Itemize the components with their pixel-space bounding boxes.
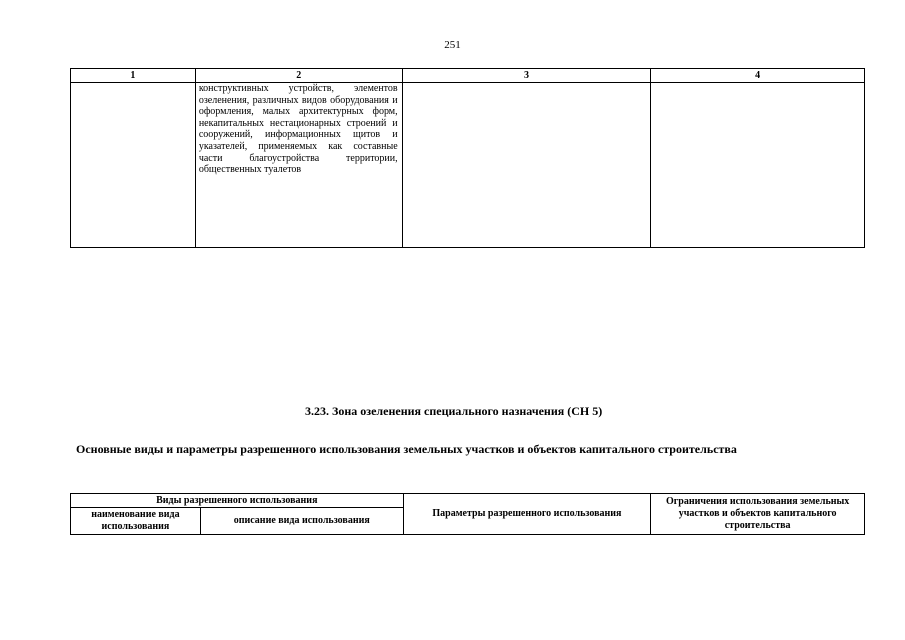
page-number: 251 <box>444 39 461 51</box>
table-row <box>71 83 865 248</box>
continuation-table <box>70 68 865 248</box>
zone-header-table <box>70 493 865 535</box>
header-use-name: наименование вида использования <box>71 508 201 535</box>
column-header-2: 2 <box>195 69 402 83</box>
column-header-4: 4 <box>651 69 865 83</box>
section-subtitle: Основные виды и параметры разрешенного использования земельных участков и объектов капитального строительства <box>76 442 737 456</box>
header-restrictions: Ограничения использования земельных участков и объектов капитального строительства <box>651 494 865 535</box>
table-header-row <box>71 69 865 83</box>
header-row-1 <box>71 494 865 508</box>
column-header-1: 1 <box>71 69 196 83</box>
row-cell-2: конструктивных устройств, элементов озеленения, различных видов оборудования и оформления, малых архитектурных форм, некапитальных нестационарных строений и сооружений, информационных щитов и указателей, применяемых как составные части благоустройства территории, общественных туалетов <box>195 83 402 248</box>
row-cell-1 <box>71 83 196 248</box>
section-title: 3.23. Зона озеленения специального назначения (СН 5) <box>305 404 603 418</box>
row-cell-4 <box>651 83 865 248</box>
row-cell-3 <box>402 83 651 248</box>
group-header-uses: Виды разрешенного использования <box>71 494 404 508</box>
header-parameters: Параметры разрешенного использования <box>403 494 651 535</box>
header-use-description: описание вида использования <box>200 508 403 535</box>
column-header-3: 3 <box>402 69 651 83</box>
